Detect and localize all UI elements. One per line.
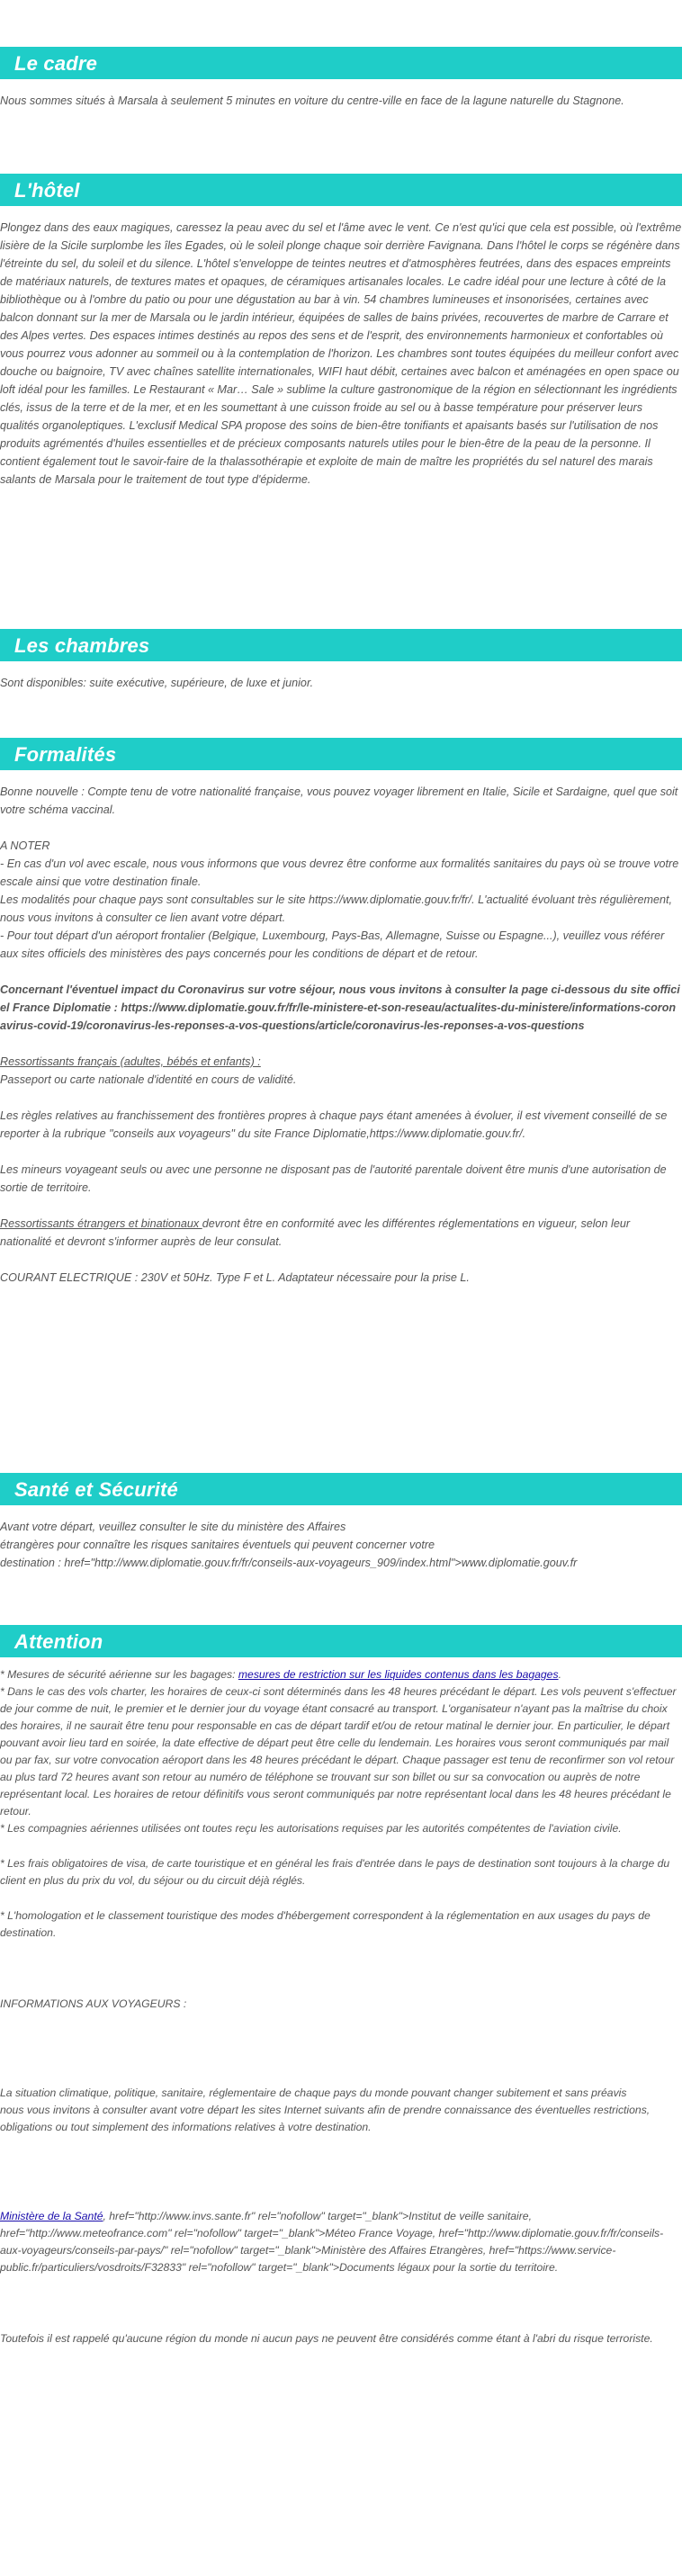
section-header <box>0 738 682 770</box>
section-title: Le cadre <box>14 52 98 75</box>
bagages-text <box>0 1666 682 1683</box>
covid-notice: Concernant l'éventuel impact du Coronavirus sur votre séjour, nous vous invitons à consulter la page ci-dessous du site officiel France Diplomatie : https://www.diplomatie.gouv.fr/fr/le-ministere-et-son-reseau/actualites-du-ministere/informations-coronavirus-covid-19/coronavirus-les-reponses-a-vos-questions/article/coronavirus-les-reponses-a-vos-questions <box>0 983 680 1032</box>
frais-text: * Les frais obligatoires de visa, de carte touristique et en général les frais d'entrée dans le pays de destination sont toujours à la charge du client en plus du prix du vol, du séjour ou du circuit déjà réglés. <box>0 1857 670 1887</box>
section-header <box>0 1473 682 1505</box>
sante-line: étrangères pour connaître les risques sanitaires éventuels qui peuvent concerner votre <box>0 1539 435 1551</box>
ressortissants-fr-text: Passeport ou carte nationale d'identité en cours de validité. <box>0 1073 297 1086</box>
horaires-text: * Dans le cas des vols charter, les horaires de ceux-ci sont déterminés dans les 48 heures précédant le départ. Les vols peuvent s'effectuer de jour comme de nuit, le premier et le dernier jour du voyage étant consacré au transport. L'organisateur n'ayant pas la maîtrise du choix des horaires, il ne saurait être tenu pour responsable en cas de départ tardif et/ou de retour matinal le dernier jour. En particulier, le départ pouvant avoir lieu tard en soirée, la date effective de départ peut être celle du lendemain. Les horaires vous seront communiqués par mail ou par fax, sur votre convocation aéroport dans les 48 heures précédant le départ. Chaque passager est tenu de reconfirmer son vol retour au plus tard 72 heures avant son retour au numéro de téléphone se trouvant sur son billet ou sur sa convocation ou auprès de notre représentant local. Les horaires de retour définitifs vous seront communiqués par notre représentant local dans les 48 heures précédant le retour. <box>0 1685 677 1818</box>
compagnies-text: * Les compagnies aériennes utilisées ont toutes reçu les autorisations requises par les autorités compétentes de l'aviation civile. <box>0 1822 622 1835</box>
liquides-link[interactable]: mesures de restriction sur les liquides contenus dans les bagages <box>238 1668 559 1681</box>
liens-text <box>0 2208 682 2276</box>
terrorisme-text: Toutefois il est rappelé qu'aucune région du monde ni aucun pays ne peuvent être considérés comme étant à l'abri du risque terroriste. <box>0 2332 653 2345</box>
section-attention <box>0 1625 682 2347</box>
situation-text: La situation climatique, politique, sanitaire, réglementaire de chaque pays du monde pouvant changer subitement et sans préavis <box>0 2087 627 2099</box>
section-title: Formalités <box>14 743 117 766</box>
section-cadre <box>0 47 682 110</box>
hotel-text: Plongez dans des eaux magiques, caressez la peau avec du sel et l'âme avec le vent. Ce n'est qu'ici que cela est possible, où l'extrême lisière de la Sicile surplombe les îles Egades, où le soleil plonge chaque soir derrière Favignana. Dans l'hôtel le corps se régénère dans l'étreinte du sel, du soleil et du silence. L'hôtel s'enveloppe de teintes neutres et d'atmosphères feutrées, dans des espaces empreints de matériaux naturels, de textures mates et opaques, de céramiques artisanales locales. Le cadre idéal pour une lecture à côté de la bibliothèque ou à l'ombre du patio ou pour une dégustation au bar à vin. 54 chambres lumineuses et insonorisées, certaines avec balcon donnant sur la mer de Marsala ou le jardin intérieur, équipées de salles de bains privées, recouvertes de marbre de Carrare et des Alpes vertes. Des espaces intimes destinés au repos des sens et de l'esprit, des environnements harmonieux et confortables où vous pourrez vous adonner au sommeil ou à la contemplation de l'horizon. Les chambres sont toutes équipées du meilleur confort avec douche ou baignoire, TV avec chaînes satellite internationales, WIFI haut débit, certaines avec balcon et aménagées en open space ou loft idéal pour les familles. Le Restaurant « Mar… Sale » sublime la culture gastronomique de la région en sélectionnant les ingrédients clés, issus de la terre et de la mer, et en les soumettant à une cuisson froide au sel ou à basse température pour préserver leurs qualités organoleptiques. L'exclusif Medical SPA propose des soins de bien-être tonifiants et apaisants basés sur l'utilisation de nos produits agrémentés d'huiles essentielles et de précieux composants naturels utiles pour le bien-être de la peau de la personne. Il contient également tout le savoir-faire de la thalassothérapie et exploite de main de maître les propriétés du sel naturel des marais salants de Marsala pour le traitement de tout type d'épiderme. <box>0 221 682 486</box>
homologation-text: * L'homologation et le classement touristique des modes d'hébergement correspondent à la réglementation en aux usages du pays de destination. <box>0 1909 651 1939</box>
bagages-suffix: . <box>558 1668 561 1681</box>
chambres-text: Sont disponibles: suite exécutive, supérieure, de luxe et junior. <box>0 677 314 689</box>
section-title: Les chambres <box>14 634 150 657</box>
courant-text: COURANT ELECTRIQUE : 230V et 50Hz. Type F et L. Adaptateur nécessaire pour la prise L. <box>0 1271 470 1284</box>
noter-heading: A NOTER <box>0 839 50 852</box>
situation-text-2: nous vous invitons à consulter avant votre départ les sites Internet suivants afin de prendre connaissance des éventuelles restrictions, obligations ou tout simplement des informations relatives à votre destination. <box>0 2104 651 2133</box>
section-header <box>0 629 682 661</box>
sante-line: Avant votre départ, veuillez consulter le site du ministère des Affaires <box>0 1521 346 1533</box>
formalites-intro: Bonne nouvelle : Compte tenu de votre nationalité française, vous pouvez voyager librement en Italie, Sicile et Sardaigne, quel que soit votre schéma vaccinal. <box>0 785 678 816</box>
section-title: L'hôtel <box>14 179 80 202</box>
ressortissants-fr-heading: Ressortissants français (adultes, bébés et enfants) : <box>0 1055 261 1068</box>
section-header <box>0 1625 682 1657</box>
section-header <box>0 47 682 79</box>
info-heading: INFORMATIONS AUX VOYAGEURS : <box>0 1997 187 2010</box>
cadre-text: Nous sommes situés à Marsala à seulement 5 minutes en voiture du centre-ville en face de la lagune naturelle du Stagnone. <box>0 94 624 107</box>
section-header <box>0 174 682 206</box>
etrangers-heading: Ressortissants étrangers et binationaux <box>0 1217 202 1230</box>
etrangers-rest: devront être en conformité avec les différentes réglementations en vigueur, selon leur nationalité et devront s'informer auprès de leur consulat. <box>0 1217 631 1248</box>
section-title: Attention <box>14 1630 103 1653</box>
section-chambres <box>0 629 682 692</box>
ministere-sante-link[interactable]: Ministère de la Santé <box>0 2210 103 2222</box>
sante-line: destination : href="http://www.diplomatie.gouv.fr/fr/conseils-aux-voyageurs_909/index.html">www.diplomatie.gouv.fr <box>0 1557 578 1569</box>
etrangers-text <box>0 1215 682 1251</box>
section-sante <box>0 1473 682 1572</box>
mineurs-text: Les mineurs voyageant seuls ou avec une personne ne disposant pas de l'autorité parentale doivent être munis d'une autorisation de sortie de territoire. <box>0 1163 667 1194</box>
section-title: Santé et Sécurité <box>14 1478 178 1501</box>
liens-rest: , href="http://www.invs.sante.fr" rel="nofollow" target="_blank">Institut de veille sanitaire, href="http://www.meteofrance.com" rel="nofollow" target="_blank">Méteo France Voyage, href="http://www.diplomatie.gouv.fr/fr/conseils-aux-voyageurs/conseils-par-pays/" rel="nofollow" target="_blank">Ministère des Affaires Etrangères, href="https://www.service-public.fr/particuliers/vosdroits/F32833" rel="nofollow" target="_blank">Documents légaux pour la sortie du territoire. <box>0 2210 664 2274</box>
noter-line: - En cas d'un vol avec escale, nous vous informons que vous devrez être conforme aux formalités sanitaires du pays où se trouve votre escale ainsi que votre destination finale. <box>0 857 679 888</box>
noter-line: Les modalités pour chaque pays sont consultables sur le site https://www.diplomatie.gouv.fr/fr/. L'actualité évoluant très régulièrement, nous vous invitons à consulter ce lien avant votre départ. <box>0 893 672 924</box>
frontieres-text: Les règles relatives au franchissement des frontières propres à chaque pays étant amenées à évoluer, il est vivement conseillé de se reporter à la rubrique "conseils aux voyageurs" du site France Diplomatie,https://www.diplomatie.gouv.fr/. <box>0 1109 668 1140</box>
section-formalites <box>0 738 682 1287</box>
noter-line: - Pour tout départ d'un aéroport frontalier (Belgique, Luxembourg, Pays-Bas, Allemagne, Suisse ou Espagne...), veuillez vous référer aux sites officiels des ministères des pays concernés pour les conditions de départ et de retour. <box>0 929 665 960</box>
section-hotel <box>0 174 682 489</box>
bagages-prefix: * Mesures de sécurité aérienne sur les bagages: <box>0 1668 238 1681</box>
